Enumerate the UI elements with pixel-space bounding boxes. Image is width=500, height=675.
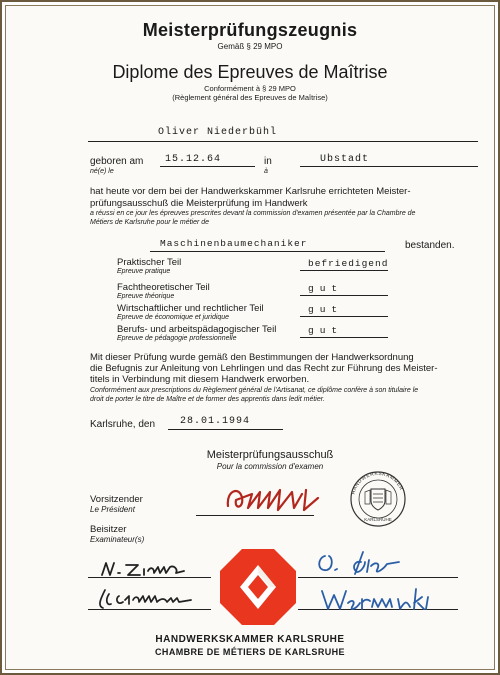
born-date: 15.12.64 bbox=[165, 154, 222, 165]
assessor-signature-1 bbox=[98, 559, 198, 579]
result-label: Berufs- und arbeitspädagogischer Teil bbox=[117, 324, 277, 335]
issue-date: 28.01.1994 bbox=[180, 416, 251, 427]
result-grade-rule bbox=[300, 270, 388, 271]
svg-text:HANDWERKSKAMMER bbox=[350, 471, 404, 495]
result-grade: befriedigend bbox=[308, 258, 389, 269]
chair-label-fr: Le Président bbox=[90, 505, 135, 514]
handwerk-logo bbox=[218, 547, 298, 627]
trade-rule bbox=[150, 251, 385, 252]
date-place: Karlsruhe, den bbox=[90, 419, 156, 430]
birth-place-rule bbox=[300, 166, 478, 167]
official-seal bbox=[343, 470, 413, 528]
committee-title: Meisterprüfungsausschuß bbox=[206, 449, 334, 461]
born-date-rule bbox=[160, 166, 255, 167]
trade-name: Maschinenbaumechaniker bbox=[160, 238, 308, 249]
legal-text-2: die Befugnis zur Anleitung von Lehrlingen und das Recht zur Führung des Meister- bbox=[90, 363, 438, 374]
assessor-signature-3 bbox=[315, 548, 415, 578]
in-label-fr: à bbox=[264, 168, 268, 175]
certificate-title-fr: Diplome des Epreuves de Maîtrise bbox=[112, 62, 388, 82]
passed-text-1: hat heute vor dem bei der Handwerkskammer Karlsruhe errichteten Meister- bbox=[90, 186, 411, 197]
legal-text-fr-1: Conformément aux prescriptions du Règlement général de l'Artisanat, ce diplôme confère à son titulaire le bbox=[90, 387, 419, 394]
born-label-fr: né(e) le bbox=[90, 168, 114, 175]
result-label: Praktischer Teil bbox=[117, 257, 182, 268]
holder-name: Oliver Niederbühl bbox=[158, 127, 278, 138]
legal-text-fr-2: droit de porter le titre de Maître et de former des apprentis dans ledit métier. bbox=[90, 396, 325, 403]
result-grade: gut bbox=[308, 325, 344, 336]
footer-line-2: CHAMBRE DE MÉTIERS DE KARLSRUHE bbox=[155, 647, 345, 657]
footer-line-1: HANDWERKSKAMMER KARLSRUHE bbox=[155, 634, 345, 645]
certificate-title: Meisterprüfungszeugnis bbox=[142, 20, 358, 40]
result-grade-rule bbox=[300, 295, 388, 296]
passed-text-fr-2: Métiers de Karlsruhe pour le métier de bbox=[90, 219, 210, 226]
seal-bottom-text: KARLSRUHE bbox=[364, 517, 392, 522]
born-label: geboren am bbox=[90, 156, 144, 167]
seal-ring-text: HANDWERKSKAMMER bbox=[350, 470, 405, 496]
result-label-fr: Epreuve pratique bbox=[117, 268, 171, 275]
result-label-fr: Epreuve théorique bbox=[117, 293, 175, 300]
result-label: Fachtheoretischer Teil bbox=[117, 282, 210, 293]
legal-text-3: titels in Verbindung mit diesem Handwerk erworben. bbox=[90, 374, 310, 385]
result-grade-rule bbox=[300, 316, 388, 317]
certificate-title-fr-sub-1: Conformément à § 29 MPO bbox=[204, 84, 296, 93]
assessor-signature-2 bbox=[95, 588, 200, 610]
committee-title-fr: Pour la commission d'examen bbox=[216, 462, 324, 471]
chair-label: Vorsitzender bbox=[90, 494, 143, 505]
passed-text-fr-1: a réussi en ce jour les épreuves prescrites devant la commission d'examen présentée par la Chambre de bbox=[90, 210, 416, 217]
result-grade: gut bbox=[308, 283, 344, 294]
result-grade-rule bbox=[300, 337, 388, 338]
birth-place: Ubstadt bbox=[320, 154, 370, 165]
result-grade: gut bbox=[308, 304, 344, 315]
passed-word: bestanden. bbox=[405, 240, 455, 251]
certificate-title-sub: Gemäß § 29 MPO bbox=[217, 42, 283, 51]
holder-name-rule bbox=[88, 141, 478, 142]
issue-date-rule bbox=[168, 429, 283, 430]
in-label: in bbox=[264, 156, 272, 167]
result-label-fr: Epreuve de économique et juridique bbox=[117, 314, 230, 321]
result-label-fr: Epreuve de pédagogie professionnelle bbox=[117, 335, 237, 342]
certificate-title-fr-sub-2: (Règlement général des Epreuves de Maîtrise) bbox=[172, 93, 328, 102]
legal-text-1: Mit dieser Prüfung wurde gemäß den Bestimmungen der Handwerksordnung bbox=[90, 352, 414, 363]
chair-signature bbox=[222, 480, 327, 516]
result-label: Wirtschaftlicher und rechtlicher Teil bbox=[117, 303, 264, 314]
assessor-signature-4 bbox=[318, 585, 458, 615]
assessor-label: Beisitzer bbox=[90, 524, 127, 535]
assessor-label-fr: Examinateur(s) bbox=[90, 535, 145, 544]
passed-text-2: prüfungsausschuß die Meisterprüfung im Handwerk bbox=[90, 198, 308, 209]
